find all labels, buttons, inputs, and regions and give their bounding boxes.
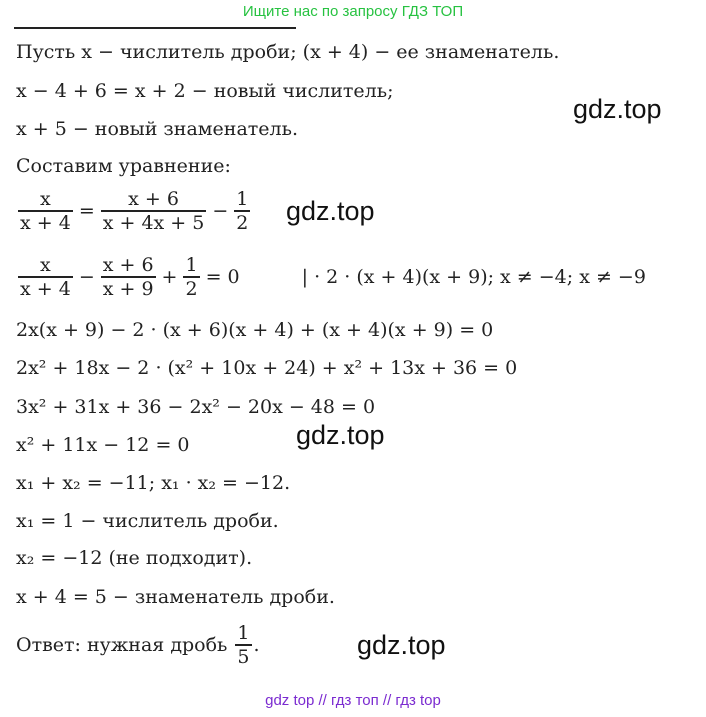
answer-fraction bbox=[235, 622, 251, 668]
line-4: Составим уравнение: bbox=[16, 155, 231, 177]
fraction-denominator: x + 4 bbox=[20, 277, 71, 300]
watermark: gdz.top bbox=[286, 196, 375, 226]
line-7: 2x(x + 9) − 2 · (x + 6)(x + 4) + (x + 4)(x + 9) = 0 bbox=[16, 319, 494, 341]
fraction-numerator: x + 6 bbox=[102, 254, 154, 276]
fraction bbox=[18, 188, 73, 234]
fraction-denominator: 5 bbox=[237, 645, 250, 668]
line-13: x₂ = −12 (не подходит). bbox=[16, 547, 253, 569]
line-2: x − 4 + 6 = x + 2 − новый числитель; bbox=[16, 80, 394, 102]
line-9: 3x² + 31x + 36 − 2x² − 20x − 48 = 0 bbox=[16, 396, 376, 418]
fraction bbox=[18, 254, 73, 300]
line-1: Пусть x − числитель дроби; (x + 4) − ее знаменатель. bbox=[16, 41, 560, 63]
fraction-denominator: x + 9 bbox=[102, 277, 154, 300]
line-8: 2x² + 18x − 2 · (x² + 10x + 24) + x² + 13x + 36 = 0 bbox=[16, 357, 518, 379]
fraction-numerator: 1 bbox=[236, 188, 249, 210]
fraction bbox=[183, 254, 199, 300]
fraction-denominator: 2 bbox=[236, 211, 249, 234]
answer-period: . bbox=[253, 633, 260, 656]
fraction bbox=[101, 254, 156, 300]
footer-links: gdz top // гдз топ // гдз top bbox=[265, 692, 441, 709]
watermark: gdz.top bbox=[357, 630, 446, 660]
answer-label: Ответ: нужная дробь bbox=[16, 633, 228, 656]
watermark: gdz.top bbox=[296, 420, 385, 450]
header-divider bbox=[14, 27, 296, 29]
fraction-numerator: x bbox=[40, 188, 51, 210]
fraction-numerator: x + 6 bbox=[128, 188, 179, 210]
equation-2 bbox=[16, 254, 646, 300]
line-12: x₁ = 1 − числитель дроби. bbox=[16, 510, 279, 532]
line-11: x₁ + x₂ = −11; x₁ · x₂ = −12. bbox=[16, 472, 291, 494]
equation-rhs: = 0 bbox=[205, 265, 240, 288]
fraction bbox=[234, 188, 250, 234]
fraction-denominator: x + 4 bbox=[20, 211, 71, 234]
line-14: x + 4 = 5 − знаменатель дроби. bbox=[16, 586, 335, 608]
line-3: x + 5 − новый знаменатель. bbox=[16, 118, 299, 140]
line-10: x² + 11x − 12 = 0 bbox=[16, 434, 190, 456]
header-banner: Ищите нас по запросу ГДЗ ТОП bbox=[242, 3, 464, 20]
multiplier-condition: | · 2 · (x + 4)(x + 9); x ≠ −4; x ≠ −9 bbox=[301, 265, 646, 288]
fraction-numerator: x bbox=[40, 254, 51, 276]
fraction-denominator: 2 bbox=[185, 277, 198, 300]
watermark: gdz.top bbox=[573, 94, 662, 124]
fraction-numerator: 1 bbox=[237, 622, 250, 644]
minus-sign: − bbox=[78, 265, 95, 288]
fraction-denominator: x + 4x + 5 bbox=[102, 211, 205, 234]
fraction bbox=[101, 188, 207, 234]
answer-line bbox=[16, 622, 260, 668]
equation-1 bbox=[16, 188, 252, 234]
fraction-numerator: 1 bbox=[185, 254, 198, 276]
plus-sign: + bbox=[161, 265, 178, 288]
equals-sign: = bbox=[78, 199, 95, 222]
minus-sign: − bbox=[212, 199, 229, 222]
